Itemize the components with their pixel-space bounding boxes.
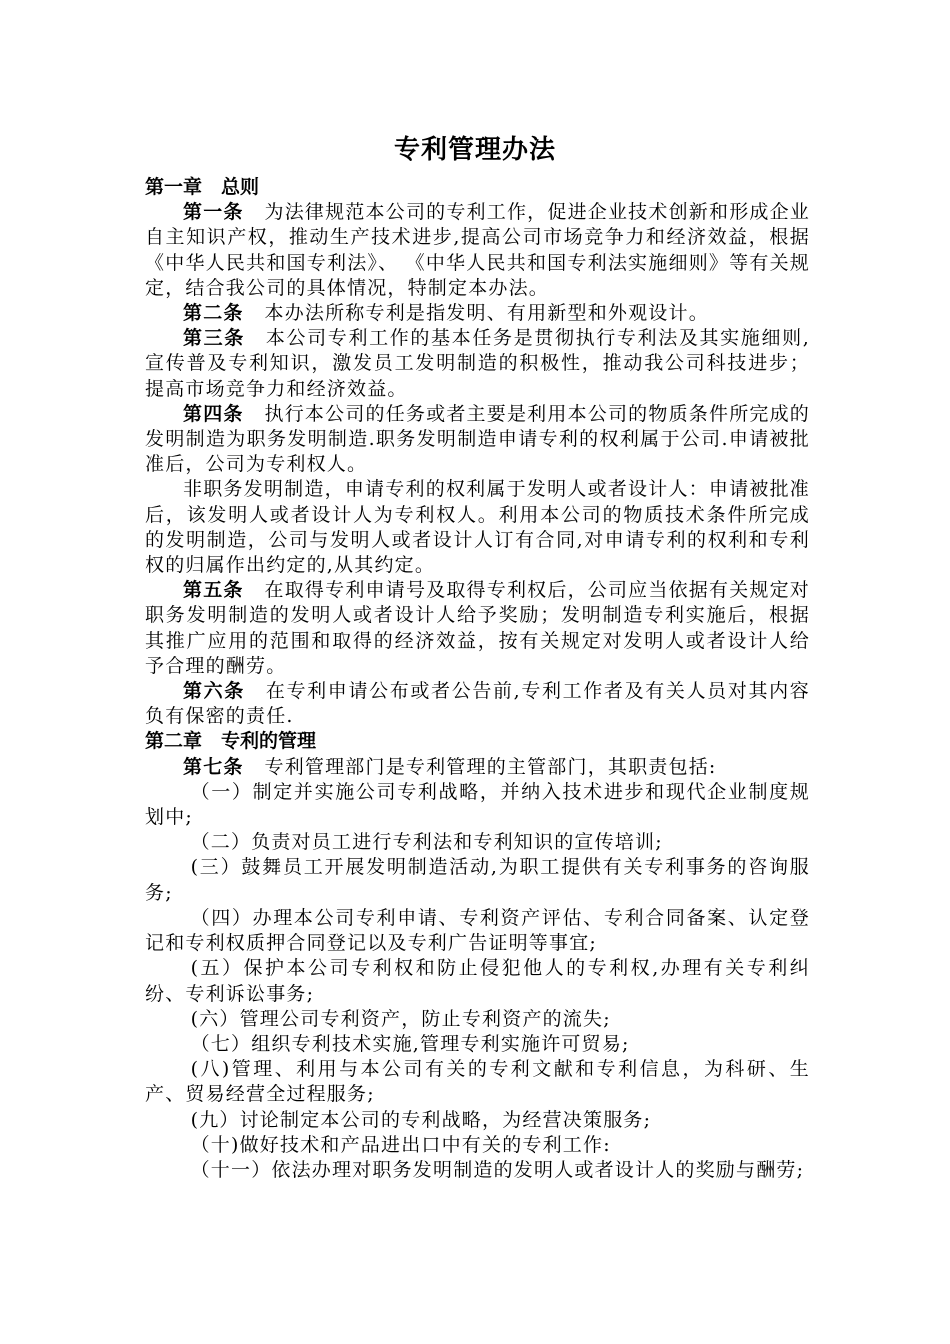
article-3-text: 本公司专利工作的基本任务是贯彻执行专利法及其实施细则,宣传普及专利知识，激发员工发明制造的积极性，推动我公司科技进步；提高市场竞争力和经济效益。 <box>145 327 810 400</box>
duty-item-9: (九）讨论制定本公司的专利战略，为经营决策服务; <box>190 1108 652 1131</box>
duty-item-7: （七）组织专利技术实施,管理专利实施许可贸易; <box>190 1032 630 1055</box>
duty-item-5: (五）保护本公司专利权和防止侵犯他人的专利权,办理有关专利纠纷、专利诉讼事务; <box>145 957 810 1005</box>
article-1-label: 第一条 <box>183 201 244 224</box>
article-1-text: 为法律规范本公司的专利工作，促进企业技术创新和形成企业自主知识产权，推动生产技术进步,提高公司市场竞争力和经济效益，根据《中华人民共和国专利法》、 《中华人民共和国专利法实施细则》等有关规定，结合我公司的具体情况，特制定本办法。 <box>145 201 811 299</box>
article-4 <box>145 402 810 478</box>
article-7 <box>145 755 810 780</box>
document-title: 专利管理办法 <box>393 135 556 165</box>
article-2-text: 本办法所称专利是指发明、有用新型和外观设计。 <box>264 302 709 325</box>
duty-item-3: (三）鼓舞员工开展发明制造活动,为职工提供有关专利事务的咨询服务; <box>145 856 810 904</box>
chapter-2-heading: 第二章 专利的管理 <box>145 730 317 753</box>
article-3-label: 第三条 <box>183 327 245 350</box>
article-5-text: 在取得专利申请号及取得专利权后，公司应当依据有关规定对职务发明制造的发明人或者设计人给予奖励；发明制造专利实施后，根据其推广应用的范围和取得的经济效益，按有关规定对发明人或者设计人给予合理的酬劳。 <box>145 579 811 677</box>
duty-item-1: （一）制定并实施公司专利战略，并纳入技术进步和现代企业制度规划中; <box>145 780 810 829</box>
article-5 <box>145 578 810 679</box>
article-2 <box>145 301 810 326</box>
article-5-label: 第五条 <box>183 579 244 602</box>
chapter-1-heading: 第一章 总则 <box>145 176 260 198</box>
article-6 <box>145 679 810 729</box>
duty-item-10: （十)做好技术和产品进出口中有关的专利工作: <box>190 1133 611 1156</box>
article-7-text: 专利管理部门是专利管理的主管部门，其职责包括: <box>264 755 717 778</box>
duty-item-6: (六）管理公司专利资产，防止专利资产的流失; <box>190 1007 611 1030</box>
article-6-text: 在专利申请公布或者公告前,专利工作者及有关人员对其内容负有保密的责任. <box>145 680 810 728</box>
article-4-text: 执行本公司的任务或者主要是利用本公司的物质条件所完成的发明制造为职务发明制造.职务发明制造申请专利的权利属于公司.申请被批准后，公司为专利权人。 <box>145 402 811 476</box>
article-7-label: 第七条 <box>183 755 244 778</box>
duty-item-11: （十一）依法办理对职务发明制造的发明人或者设计人的奖励与酬劳; <box>190 1158 805 1181</box>
duty-item-8: (八)管理、利用与本公司有关的专利文献和专利信息，为科研、生产、贸易经营全过程服务; <box>145 1058 810 1106</box>
document-body <box>145 175 810 1183</box>
duty-item-2: （二）负责对员工进行专利法和专利知识的宣传培训; <box>190 831 663 854</box>
duty-item-4: （四）办理本公司专利申请、专利资产评估、专利合同备案、认定登记和专利权质押合同登记以及专利广告证明等事宜; <box>145 906 810 955</box>
article-4-non-service-paragraph: 非职务发明制造，申请专利的权利属于发明人或者设计人：申请被批准后，该发明人或者设计人为专利权人。利用本公司的物质技术条件所完成的发明制造，公司与发明人或者设计人订有合同,对申请专利的权利和专利权的归属作出约定的,从其约定。 <box>145 478 810 577</box>
article-2-label: 第二条 <box>183 302 244 325</box>
article-3 <box>145 326 810 402</box>
article-4-label: 第四条 <box>183 402 244 425</box>
article-1 <box>145 200 810 301</box>
article-6-label: 第六条 <box>183 680 245 703</box>
